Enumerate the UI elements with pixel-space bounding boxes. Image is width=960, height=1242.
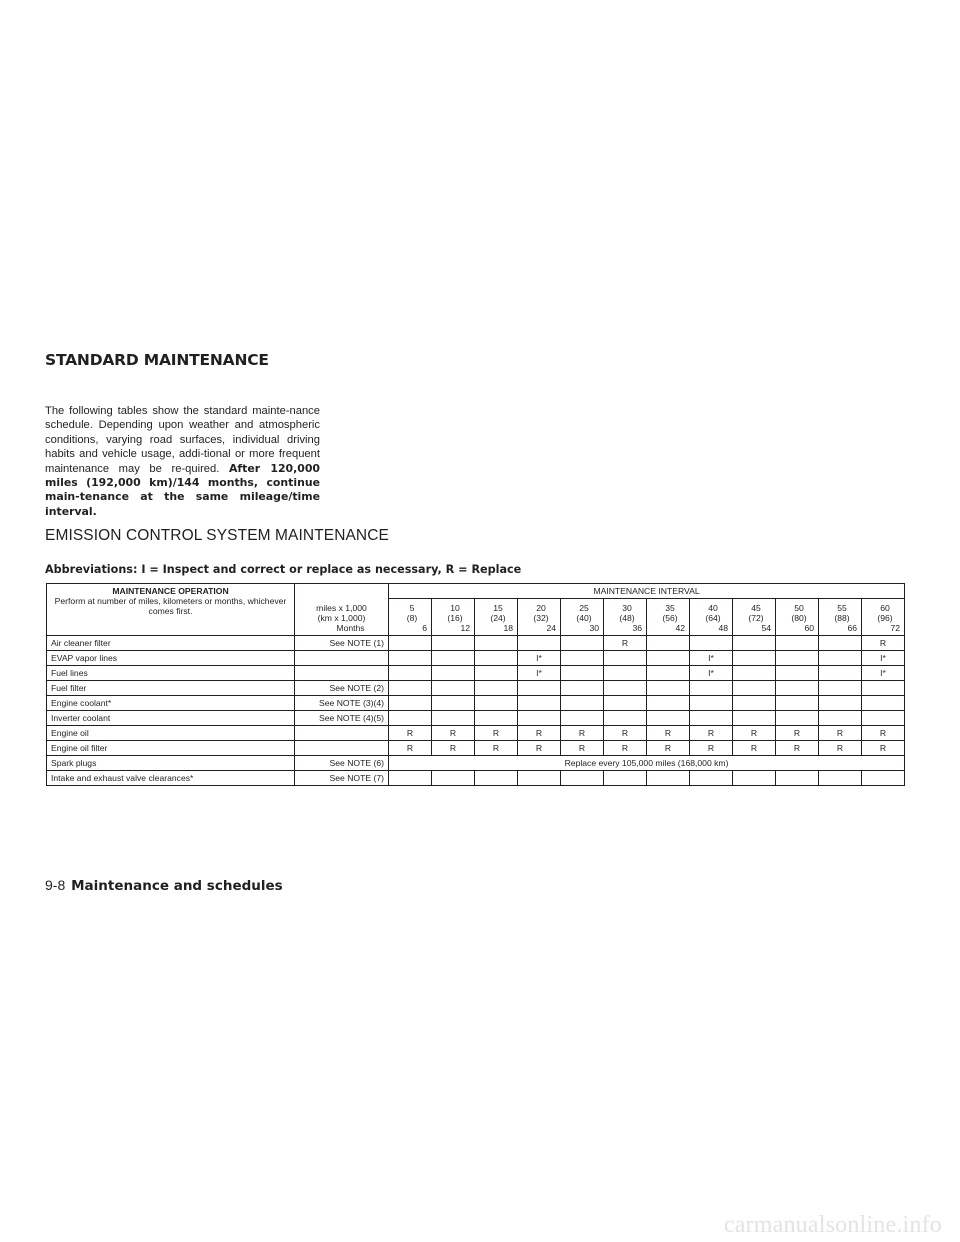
interval-cell bbox=[432, 636, 475, 651]
interval-cell bbox=[561, 636, 604, 651]
interval-col-3 bbox=[518, 599, 561, 636]
interval-cell: R bbox=[432, 741, 475, 756]
table-row bbox=[47, 666, 905, 681]
operation-name: Fuel filter bbox=[47, 681, 295, 696]
interval-cell bbox=[819, 636, 862, 651]
interval-cell: R bbox=[862, 741, 905, 756]
chapter-title: Maintenance and schedules bbox=[71, 878, 283, 894]
interval-cell: R bbox=[561, 726, 604, 741]
interval-cell bbox=[647, 711, 690, 726]
interval-cell: R bbox=[389, 726, 432, 741]
interval-cell bbox=[432, 651, 475, 666]
interval-km: (88) bbox=[834, 613, 850, 623]
section-title: STANDARD MAINTENANCE bbox=[45, 351, 269, 369]
interval-cell bbox=[733, 696, 776, 711]
abbreviations-line: Abbreviations: I = Inspect and correct or replace as necessary, R = Replace bbox=[45, 563, 522, 576]
interval-cell bbox=[432, 771, 475, 786]
interval-cell bbox=[518, 711, 561, 726]
operation-note bbox=[295, 666, 389, 681]
interval-months: 30 bbox=[589, 623, 599, 633]
interval-header: MAINTENANCE INTERVAL bbox=[389, 584, 905, 599]
interval-cell bbox=[604, 696, 647, 711]
interval-cell bbox=[690, 711, 733, 726]
interval-km: (16) bbox=[447, 613, 463, 623]
intro-text: The following tables show the standard mainte-nance schedule. Depending upon weather and atmospheric conditions, varying road surfaces, individual driving habits and vehicle usage, addi-tional or more frequent maintenance may be re-quired. bbox=[45, 405, 320, 475]
interval-cell bbox=[604, 681, 647, 696]
operation-note bbox=[295, 741, 389, 756]
interval-cell: R bbox=[604, 636, 647, 651]
interval-miles: 60 bbox=[880, 603, 890, 613]
page-number: 9-8 bbox=[45, 877, 66, 893]
interval-cell bbox=[475, 771, 518, 786]
interval-cell bbox=[647, 696, 690, 711]
operation-name: Engine oil filter bbox=[47, 741, 295, 756]
table-row bbox=[47, 771, 905, 786]
interval-cell: R bbox=[604, 741, 647, 756]
interval-km: (8) bbox=[406, 613, 418, 623]
interval-cell: R bbox=[432, 726, 475, 741]
interval-miles: 5 bbox=[409, 603, 415, 613]
interval-cell bbox=[776, 711, 819, 726]
interval-cell bbox=[819, 771, 862, 786]
interval-km: (40) bbox=[576, 613, 592, 623]
interval-cell: R bbox=[776, 726, 819, 741]
interval-cell bbox=[733, 666, 776, 681]
interval-cell bbox=[389, 681, 432, 696]
interval-months: 72 bbox=[890, 623, 901, 633]
table-row bbox=[47, 741, 905, 756]
interval-cell bbox=[647, 651, 690, 666]
interval-cell: R bbox=[647, 726, 690, 741]
interval-col-0 bbox=[389, 599, 432, 636]
interval-cell bbox=[647, 681, 690, 696]
interval-cell bbox=[690, 681, 733, 696]
interval-col-8 bbox=[733, 599, 776, 636]
interval-months: 6 bbox=[422, 623, 427, 633]
interval-cell bbox=[690, 696, 733, 711]
interval-months: 60 bbox=[804, 623, 814, 633]
interval-cell: R bbox=[733, 741, 776, 756]
interval-miles: 25 bbox=[579, 603, 589, 613]
interval-cell bbox=[432, 666, 475, 681]
interval-months: 36 bbox=[632, 623, 642, 633]
units-header bbox=[295, 584, 389, 636]
interval-cell: R bbox=[475, 741, 518, 756]
interval-cell bbox=[389, 771, 432, 786]
interval-months: 18 bbox=[503, 623, 513, 633]
table-row bbox=[47, 651, 905, 666]
watermark: carmanualsonline.info bbox=[723, 1212, 942, 1238]
interval-miles: 50 bbox=[794, 603, 804, 613]
interval-months: 48 bbox=[718, 623, 728, 633]
interval-cell bbox=[518, 771, 561, 786]
operation-name: Intake and exhaust valve clearances* bbox=[47, 771, 295, 786]
interval-cell: R bbox=[561, 741, 604, 756]
table-row bbox=[47, 636, 905, 651]
interval-cell bbox=[647, 666, 690, 681]
interval-cell: R bbox=[518, 741, 561, 756]
operation-note: See NOTE (4)(5) bbox=[295, 711, 389, 726]
operation-note: See NOTE (3)(4) bbox=[295, 696, 389, 711]
interval-miles: 10 bbox=[450, 603, 460, 613]
interval-cell bbox=[604, 666, 647, 681]
interval-cell bbox=[733, 681, 776, 696]
interval-cell bbox=[475, 666, 518, 681]
interval-cell bbox=[389, 636, 432, 651]
interval-km: (96) bbox=[877, 613, 893, 623]
interval-cell bbox=[561, 711, 604, 726]
interval-cell: R bbox=[776, 741, 819, 756]
interval-months: 42 bbox=[675, 623, 685, 633]
intro-bold-text: After 120,000 miles (192,000 km)/144 months, continue main-tenance at the same mileage/time interval. bbox=[45, 461, 320, 518]
interval-col-1 bbox=[432, 599, 475, 636]
maintenance-schedule-table bbox=[46, 583, 905, 786]
interval-cell bbox=[561, 771, 604, 786]
interval-cell: R bbox=[690, 741, 733, 756]
interval-cell bbox=[690, 771, 733, 786]
interval-cell bbox=[475, 636, 518, 651]
interval-col-11 bbox=[862, 599, 905, 636]
interval-cell bbox=[776, 696, 819, 711]
interval-miles: 55 bbox=[837, 603, 847, 613]
interval-cell bbox=[475, 711, 518, 726]
interval-cell: I* bbox=[862, 651, 905, 666]
operation-name: Fuel lines bbox=[47, 666, 295, 681]
interval-cell: R bbox=[733, 726, 776, 741]
interval-months: 54 bbox=[761, 623, 771, 633]
units-miles: miles x 1,000 bbox=[316, 603, 367, 613]
units-km: (km x 1,000) bbox=[317, 613, 366, 623]
interval-cell: R bbox=[647, 741, 690, 756]
operation-name: Engine coolant* bbox=[47, 696, 295, 711]
interval-cell bbox=[561, 681, 604, 696]
operation-note bbox=[295, 726, 389, 741]
interval-cell bbox=[389, 711, 432, 726]
interval-col-10 bbox=[819, 599, 862, 636]
interval-cell bbox=[604, 771, 647, 786]
interval-span-note: Replace every 105,000 miles (168,000 km) bbox=[389, 756, 905, 771]
interval-cell bbox=[690, 636, 733, 651]
interval-cell bbox=[776, 666, 819, 681]
interval-col-2 bbox=[475, 599, 518, 636]
interval-cell bbox=[475, 681, 518, 696]
interval-miles: 30 bbox=[622, 603, 632, 613]
interval-cell bbox=[561, 651, 604, 666]
interval-cell bbox=[733, 636, 776, 651]
table-row bbox=[47, 726, 905, 741]
operation-name: EVAP vapor lines bbox=[47, 651, 295, 666]
interval-col-6 bbox=[647, 599, 690, 636]
interval-cell: I* bbox=[690, 666, 733, 681]
interval-cell bbox=[819, 711, 862, 726]
operation-note: See NOTE (6) bbox=[295, 756, 389, 771]
operation-header bbox=[47, 584, 295, 636]
interval-cell bbox=[647, 771, 690, 786]
interval-cell bbox=[776, 771, 819, 786]
interval-cell bbox=[647, 636, 690, 651]
interval-cell bbox=[389, 666, 432, 681]
interval-km: (64) bbox=[705, 613, 721, 623]
interval-miles: 40 bbox=[708, 603, 718, 613]
interval-cell bbox=[561, 696, 604, 711]
interval-cell: R bbox=[604, 726, 647, 741]
interval-col-5 bbox=[604, 599, 647, 636]
interval-km: (80) bbox=[791, 613, 807, 623]
interval-cell bbox=[776, 681, 819, 696]
interval-miles: 35 bbox=[665, 603, 675, 613]
table-row bbox=[47, 756, 905, 771]
operation-name: Air cleaner filter bbox=[47, 636, 295, 651]
operation-name: Engine oil bbox=[47, 726, 295, 741]
interval-cell bbox=[604, 711, 647, 726]
interval-cell bbox=[432, 696, 475, 711]
interval-months: 66 bbox=[847, 623, 857, 633]
interval-cell: R bbox=[862, 726, 905, 741]
interval-col-4 bbox=[561, 599, 604, 636]
interval-miles: 15 bbox=[493, 603, 503, 613]
interval-km: (56) bbox=[662, 613, 678, 623]
interval-cell bbox=[819, 681, 862, 696]
operation-note: See NOTE (7) bbox=[295, 771, 389, 786]
interval-cell bbox=[733, 771, 776, 786]
interval-col-7 bbox=[690, 599, 733, 636]
interval-cell: I* bbox=[862, 666, 905, 681]
interval-cell bbox=[862, 711, 905, 726]
interval-cell bbox=[862, 771, 905, 786]
interval-cell bbox=[604, 651, 647, 666]
interval-cell: R bbox=[518, 726, 561, 741]
operation-name: Spark plugs bbox=[47, 756, 295, 771]
operation-note bbox=[295, 651, 389, 666]
interval-km: (48) bbox=[619, 613, 635, 623]
interval-cell bbox=[776, 636, 819, 651]
interval-cell: I* bbox=[518, 666, 561, 681]
intro-paragraph bbox=[45, 404, 320, 519]
interval-cell bbox=[518, 681, 561, 696]
operation-note: See NOTE (1) bbox=[295, 636, 389, 651]
operation-name: Inverter coolant bbox=[47, 711, 295, 726]
interval-cell bbox=[432, 711, 475, 726]
interval-km: (24) bbox=[490, 613, 506, 623]
interval-km: (32) bbox=[533, 613, 549, 623]
interval-km: (72) bbox=[748, 613, 764, 623]
operation-note: See NOTE (2) bbox=[295, 681, 389, 696]
operation-header-subtitle: Perform at number of miles, kilometers or months, whichever comes first. bbox=[54, 596, 287, 616]
interval-cell bbox=[776, 651, 819, 666]
interval-cell bbox=[862, 696, 905, 711]
interval-cell: R bbox=[690, 726, 733, 741]
page-footer bbox=[45, 877, 283, 894]
table-subtitle: EMISSION CONTROL SYSTEM MAINTENANCE bbox=[45, 527, 389, 544]
interval-cell bbox=[389, 696, 432, 711]
interval-months: 24 bbox=[546, 623, 556, 633]
interval-cell: R bbox=[819, 726, 862, 741]
table-row bbox=[47, 711, 905, 726]
interval-cell bbox=[518, 636, 561, 651]
interval-cell: R bbox=[862, 636, 905, 651]
interval-cell bbox=[862, 681, 905, 696]
interval-miles: 20 bbox=[536, 603, 546, 613]
interval-cell: R bbox=[475, 726, 518, 741]
interval-cell bbox=[819, 696, 862, 711]
interval-col-9 bbox=[776, 599, 819, 636]
operation-header-title: MAINTENANCE OPERATION bbox=[112, 586, 229, 596]
interval-cell bbox=[733, 711, 776, 726]
units-months: Months bbox=[336, 623, 365, 633]
interval-cell bbox=[389, 651, 432, 666]
interval-cell bbox=[733, 651, 776, 666]
table-row bbox=[47, 681, 905, 696]
interval-cell bbox=[819, 666, 862, 681]
interval-cell: I* bbox=[518, 651, 561, 666]
interval-cell bbox=[475, 651, 518, 666]
schedule-body bbox=[47, 636, 905, 786]
interval-cell: I* bbox=[690, 651, 733, 666]
interval-cell: R bbox=[819, 741, 862, 756]
interval-cell bbox=[475, 696, 518, 711]
interval-cell bbox=[518, 696, 561, 711]
interval-cell bbox=[432, 681, 475, 696]
interval-miles: 45 bbox=[751, 603, 761, 613]
table-row bbox=[47, 696, 905, 711]
interval-months: 12 bbox=[460, 623, 470, 633]
interval-cell: R bbox=[389, 741, 432, 756]
interval-cell bbox=[819, 651, 862, 666]
interval-cell bbox=[561, 666, 604, 681]
